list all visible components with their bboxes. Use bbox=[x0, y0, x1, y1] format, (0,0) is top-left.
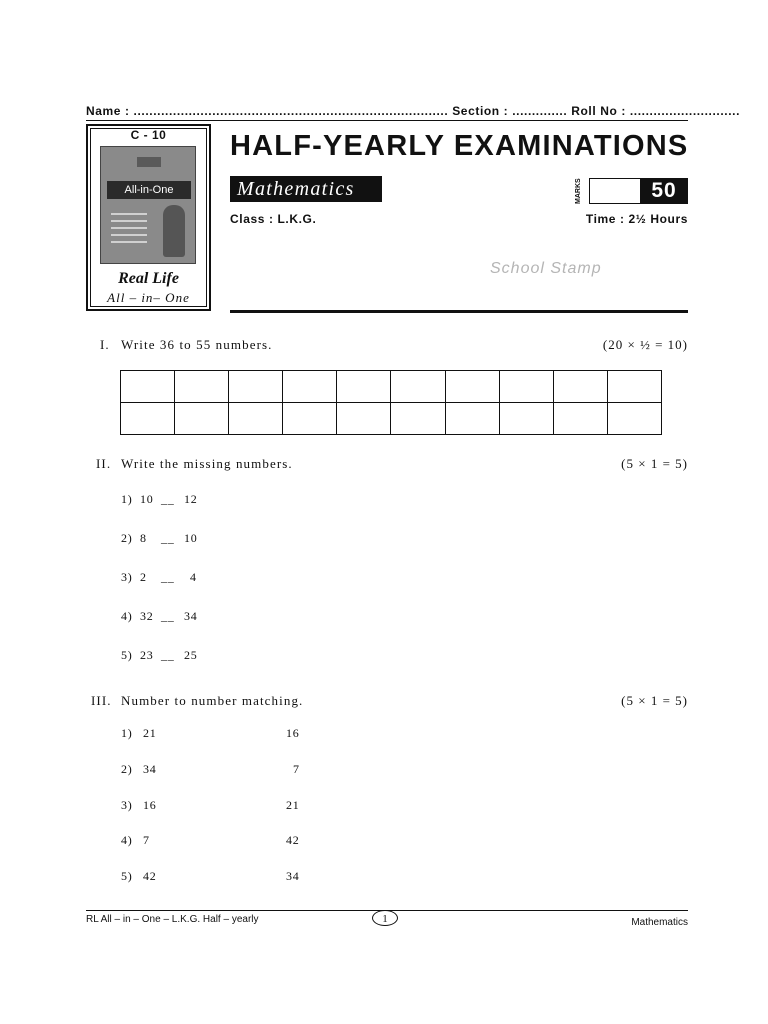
grid-cell[interactable] bbox=[175, 403, 229, 435]
q2-item-blank[interactable]: __ bbox=[161, 609, 175, 623]
q2-item-last: 25 bbox=[184, 648, 198, 662]
q1-text: Write 36 to 55 numbers. bbox=[121, 337, 273, 352]
grid-cell[interactable] bbox=[175, 371, 229, 403]
grid-cell[interactable] bbox=[283, 403, 337, 435]
q2-item-number: 2) bbox=[121, 531, 133, 545]
grid-cell[interactable] bbox=[337, 403, 391, 435]
q1-number: I. bbox=[100, 337, 110, 352]
grid-cell[interactable] bbox=[499, 371, 553, 403]
q2-item-last: 10 bbox=[184, 531, 198, 545]
q2-marks: (5 × 1 = 5) bbox=[621, 456, 688, 471]
q3-left-value[interactable]: 21 bbox=[143, 726, 157, 740]
footer-subject: Mathematics bbox=[631, 917, 688, 928]
q3-right-value[interactable]: 42 bbox=[286, 833, 300, 847]
footer-book-info: RL All – in – One – L.K.G. Half – yearly bbox=[86, 914, 259, 925]
grid-cell[interactable] bbox=[553, 403, 607, 435]
q2-item-last: 4 bbox=[190, 570, 197, 584]
q2-item-number: 5) bbox=[121, 648, 133, 662]
brand-all-in-one: All – in– One bbox=[107, 290, 190, 305]
total-marks: 50 bbox=[640, 178, 688, 204]
class-label: Class : L.K.G. bbox=[230, 212, 317, 226]
header-rule bbox=[86, 120, 688, 121]
grid-cell[interactable] bbox=[499, 403, 553, 435]
grid-cell[interactable] bbox=[229, 403, 283, 435]
q1-marks: (20 × ½ = 10) bbox=[602, 337, 688, 352]
grid-cell[interactable] bbox=[391, 403, 445, 435]
time-label: Time : 2½ Hours bbox=[585, 212, 688, 226]
paper-code: C - 10 bbox=[130, 128, 167, 142]
grid-cell[interactable] bbox=[391, 371, 445, 403]
page-number: 1 bbox=[372, 910, 398, 926]
q2-item-number: 4) bbox=[121, 609, 133, 623]
q3-left-value[interactable]: 42 bbox=[143, 869, 157, 883]
q3-left-value[interactable]: 7 bbox=[143, 833, 150, 847]
q2-item-last: 34 bbox=[184, 609, 198, 623]
grid-cell[interactable] bbox=[121, 371, 175, 403]
q2-item-number: 1) bbox=[121, 492, 133, 506]
cover-text-lines bbox=[111, 213, 147, 248]
q2-item-blank[interactable]: __ bbox=[161, 531, 175, 545]
number-writing-grid bbox=[120, 370, 662, 435]
q2-item-first: 2 bbox=[140, 570, 147, 584]
grid-cell[interactable] bbox=[283, 371, 337, 403]
grid-cell[interactable] bbox=[553, 371, 607, 403]
grid-row bbox=[121, 371, 662, 403]
q3-item-number: 3) bbox=[121, 798, 133, 812]
q2-text: Write the missing numbers. bbox=[121, 456, 293, 471]
grid-cell[interactable] bbox=[607, 403, 661, 435]
name-section-rollno-line: Name : ................................................................................ Section : .............. Roll No : ............................ bbox=[86, 104, 741, 118]
grid-cell[interactable] bbox=[121, 403, 175, 435]
school-stamp-placeholder: School Stamp bbox=[490, 260, 602, 277]
cover-logo bbox=[137, 157, 161, 167]
grid-cell[interactable] bbox=[337, 371, 391, 403]
title-block-rule bbox=[230, 310, 688, 313]
grid-cell[interactable] bbox=[445, 403, 499, 435]
q3-text: Number to number matching. bbox=[121, 693, 304, 708]
q2-item-blank[interactable]: __ bbox=[161, 570, 175, 584]
q2-item-first: 10 bbox=[140, 492, 154, 506]
grid-cell[interactable] bbox=[445, 371, 499, 403]
cover-figure bbox=[163, 205, 185, 257]
marks-label: MARKS bbox=[575, 178, 582, 204]
q3-item-number: 1) bbox=[121, 726, 133, 740]
q2-item-blank[interactable]: __ bbox=[161, 492, 175, 506]
q2-item-first: 23 bbox=[140, 648, 154, 662]
q3-right-value[interactable]: 7 bbox=[293, 762, 300, 776]
cover-book-title: All-in-One bbox=[107, 181, 191, 199]
q3-item-number: 5) bbox=[121, 869, 133, 883]
brand-real-life: Real Life bbox=[118, 270, 179, 287]
q3-right-value[interactable]: 16 bbox=[286, 726, 300, 740]
q3-item-number: 4) bbox=[121, 833, 133, 847]
q3-right-value[interactable]: 21 bbox=[286, 798, 300, 812]
q3-marks: (5 × 1 = 5) bbox=[621, 693, 688, 708]
q3-number: III. bbox=[91, 693, 112, 708]
q3-left-value[interactable]: 16 bbox=[143, 798, 157, 812]
subject-label: Mathematics bbox=[230, 176, 382, 202]
grid-cell[interactable] bbox=[229, 371, 283, 403]
q2-item-first: 32 bbox=[140, 609, 154, 623]
q2-item-last: 12 bbox=[184, 492, 198, 506]
q3-left-value[interactable]: 34 bbox=[143, 762, 157, 776]
grid-row bbox=[121, 403, 662, 435]
q3-item-number: 2) bbox=[121, 762, 133, 776]
q3-right-value[interactable]: 34 bbox=[286, 869, 300, 883]
q2-item-number: 3) bbox=[121, 570, 133, 584]
q2-number: II. bbox=[96, 456, 112, 471]
book-cover-image bbox=[100, 146, 196, 264]
q2-item-first: 8 bbox=[140, 531, 147, 545]
exam-title: HALF-YEARLY EXAMINATIONS bbox=[230, 130, 689, 162]
grid-cell[interactable] bbox=[607, 371, 661, 403]
q2-item-blank[interactable]: __ bbox=[161, 648, 175, 662]
